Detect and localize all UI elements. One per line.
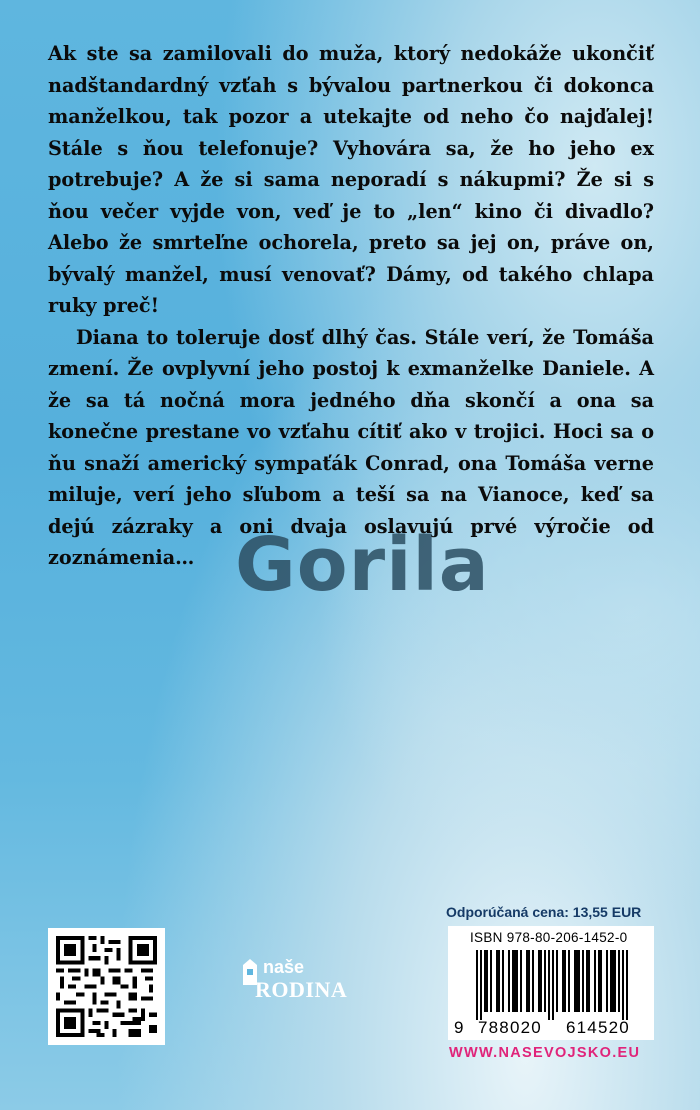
qr-code	[48, 928, 165, 1045]
nase-rodina-logo	[241, 955, 376, 1005]
barcode-digits-left: 788020	[478, 1018, 542, 1037]
barcode-first-digit: 9	[454, 1018, 464, 1037]
barcode-panel	[448, 926, 654, 1040]
isbn-text: ISBN 978-80-206-1452-0	[470, 930, 628, 945]
publisher-small-text: naše	[263, 957, 305, 977]
blurb-text	[48, 38, 654, 574]
publisher-website: WWW.NASEVOJSKO.EU	[449, 1045, 641, 1061]
blurb-paragraph-2: Diana to toleruje dosť dlhý čas. Stále verí, že Tomáša zmení. Že ovplyvní jeho postoj k exmanželke Daniele. A že sa tá nočná mora jedného dňa skončí a ona sa konečne prestane vo vzťahu cítiť ako v trojici. Hoci sa o ňu snaží americký sympaťák Conrad, ona Tomáša verne miluje, verí jeho sľubom a teší sa na Vianoce, keď sa dejú zázraky a oni dvaja oslavujú prvé výročie od zoznámenia…	[48, 325, 654, 569]
barcode-bars	[456, 950, 646, 1020]
gorila-logo: Gorila	[235, 522, 490, 608]
recommended-price: Odporúčaná cena: 13,55 EUR	[446, 904, 642, 920]
blurb-paragraph-1: Ak ste sa zamilovali do muža, ktorý nedokáže ukončiť nadštandardný vzťah s bývalou partnerkou či dokonca manželkou, tak pozor a utekajte od neho čo najďalej! Stále s ňou telefonuje? Vyhovára sa, že ho jeho ex potrebuje? A že si sama neporadí s nákupmi? Že si s ňou večer vyjde von, veď je to „len“ kino či divadlo? Alebo že smrteľne ochorela, preto sa jej on, práve on, bývalý manžel, musí venovať? Dámy, od takého chlapa ruky preč!	[48, 42, 654, 317]
publisher-name: RODINA	[255, 977, 348, 1002]
barcode-digits-right: 614520	[566, 1018, 630, 1037]
